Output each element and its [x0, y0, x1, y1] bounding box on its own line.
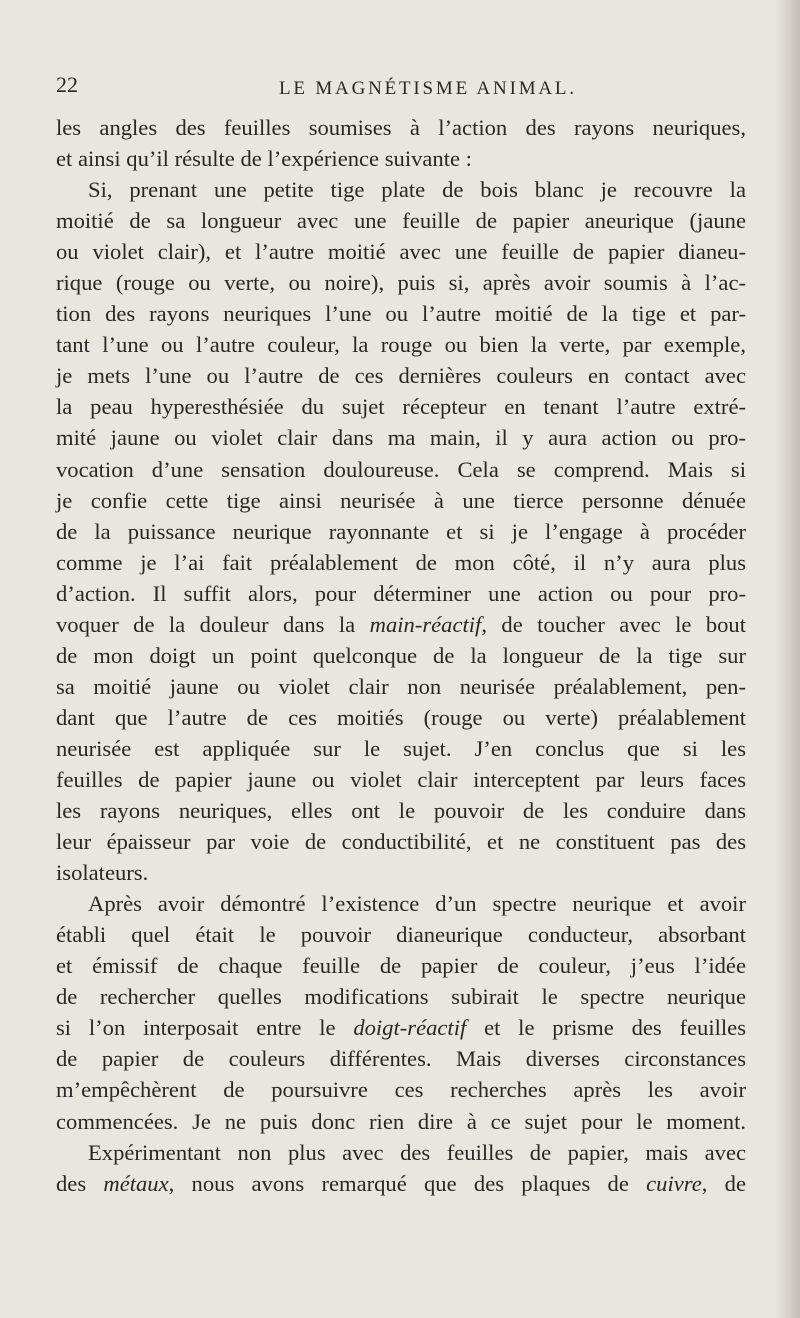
text-segment: dant que l’autre de ces moitiés (rouge ou verte) préalablement [56, 704, 746, 730]
text-line [56, 1012, 746, 1043]
text-segment: Expérimentant non plus avec des feuilles de papier, mais avec [88, 1139, 746, 1165]
text-line [56, 1106, 746, 1137]
text-segment: et émissif de chaque feuille de papier de couleur, j’eus l’idée [56, 953, 746, 979]
text-segment: et ainsi qu’il résulte de l’expérience suivante : [56, 146, 472, 172]
text-line [56, 1137, 746, 1168]
text-line [56, 516, 746, 547]
text-segment: isolateurs. [56, 860, 149, 886]
text-line [56, 764, 746, 795]
italic-term: cuivre [646, 1170, 702, 1196]
text-line [56, 391, 746, 422]
text-segment: je mets l’une ou l’autre de ces dernières couleurs en contact avec [56, 363, 746, 389]
running-head: LE MAGNÉTISME ANIMAL. [279, 78, 577, 99]
text-segment: comme je l’ai fait préalablement de mon côté, il n’y aura plus [56, 549, 746, 575]
text-line [56, 702, 746, 733]
text-line [56, 267, 746, 298]
text-line [56, 919, 746, 950]
text-line [56, 112, 746, 143]
text-segment: voquer de la douleur dans la [56, 611, 370, 637]
text-line [56, 981, 746, 1012]
text-line [56, 671, 746, 702]
text-segment: tion des rayons neuriques l’une ou l’autre moitié de la tige et par- [56, 301, 746, 327]
text-segment: sa moitié jaune ou violet clair non neurisée préalablement, pen- [56, 673, 746, 699]
text-line [56, 1074, 746, 1105]
text-segment: les angles des feuilles soumises à l’action des rayons neuriques, [56, 115, 746, 140]
text-segment: des [56, 1170, 104, 1196]
text-segment: moitié de sa longueur avec une feuille de papier aneurique (jaune [56, 208, 746, 234]
text-line [56, 733, 746, 764]
page-number: 22 [56, 72, 78, 97]
text-line [56, 640, 746, 671]
text-line [56, 578, 746, 609]
text-line [56, 857, 746, 888]
text-line [56, 795, 746, 826]
text-line [56, 298, 746, 329]
text-segment: , de [701, 1170, 746, 1196]
text-segment: leur épaisseur par voie de conductibilité, et ne constituent pas des [56, 829, 746, 855]
text-segment: mité jaune ou violet clair dans ma main, il y aura action ou pro- [56, 425, 746, 451]
italic-term: doigt-réactif [353, 1015, 467, 1041]
text-line [56, 888, 746, 919]
text-line [56, 174, 746, 205]
text-line [56, 826, 746, 857]
text-segment: feuilles de papier jaune ou violet clair interceptent par leurs faces [56, 766, 746, 792]
text-line [56, 1168, 746, 1199]
page-edge-shadow [776, 0, 800, 1318]
text-segment: les rayons neuriques, elles ont le pouvoir de les conduire dans [56, 798, 746, 824]
text-segment: vocation d’une sensation douloureuse. Cela se comprend. Mais si [56, 456, 746, 482]
text-segment: de mon doigt un point quelconque de la longueur de la tige sur [56, 642, 746, 668]
text-segment: d’action. Il suffit alors, pour déterminer une action ou pour pro- [56, 580, 746, 606]
text-line [56, 609, 746, 640]
page-header [56, 72, 746, 106]
text-segment: de rechercher quelles modifications subirait le spectre neurique [56, 984, 746, 1010]
text-segment: je confie cette tige ainsi neurisée à une tierce personne dénuée [56, 487, 746, 513]
text-segment: établi quel était le pouvoir dianeurique conducteur, absorbant [56, 922, 746, 948]
text-segment: rique (rouge ou verte, ou noire), puis si, après avoir soumis à l’ac- [56, 270, 746, 296]
text-segment: commencées. Je ne puis donc rien dire à ce sujet pour le moment. [56, 1108, 746, 1134]
text-line [56, 205, 746, 236]
italic-term: métaux [103, 1170, 169, 1196]
italic-term: main-réactif [369, 611, 482, 637]
text-segment: tant l’une ou l’autre couleur, la rouge ou bien la verte, par exemple, [56, 332, 746, 358]
text-segment: , nous avons remarqué que des plaques de [168, 1170, 647, 1196]
text-segment: ou violet clair), et l’autre moitié avec une feuille de papier dianeu- [56, 239, 746, 265]
text-line [56, 360, 746, 391]
text-segment: neurisée est appliquée sur le sujet. J’en conclus que si les [56, 735, 746, 761]
text-segment: Après avoir démontré l’existence d’un spectre neurique et avoir [88, 891, 746, 917]
text-segment: Si, prenant une petite tige plate de bois blanc je recouvre la [88, 177, 746, 203]
text-line [56, 1043, 746, 1074]
text-segment: de papier de couleurs différentes. Mais diverses circonstances [56, 1046, 746, 1072]
text-segment: et le prisme des feuilles [466, 1015, 746, 1041]
text-segment: de la puissance neurique rayonnante et si je l’engage à procéder [56, 518, 746, 544]
text-segment: m’empêchèrent de poursuivre ces recherches après les avoir [56, 1077, 746, 1103]
text-line [56, 422, 746, 453]
text-segment: la peau hyperesthésiée du sujet récepteur en tenant l’autre extré- [56, 394, 746, 420]
text-line [56, 236, 746, 267]
text-line [56, 950, 746, 981]
text-line [56, 143, 746, 174]
text-line [56, 547, 746, 578]
text-line [56, 329, 746, 360]
text-segment: , de toucher avec le bout [481, 611, 746, 637]
text-line [56, 485, 746, 516]
text-line [56, 454, 746, 485]
body-text [56, 112, 746, 1199]
text-segment: si l’on interposait entre le [56, 1015, 354, 1041]
